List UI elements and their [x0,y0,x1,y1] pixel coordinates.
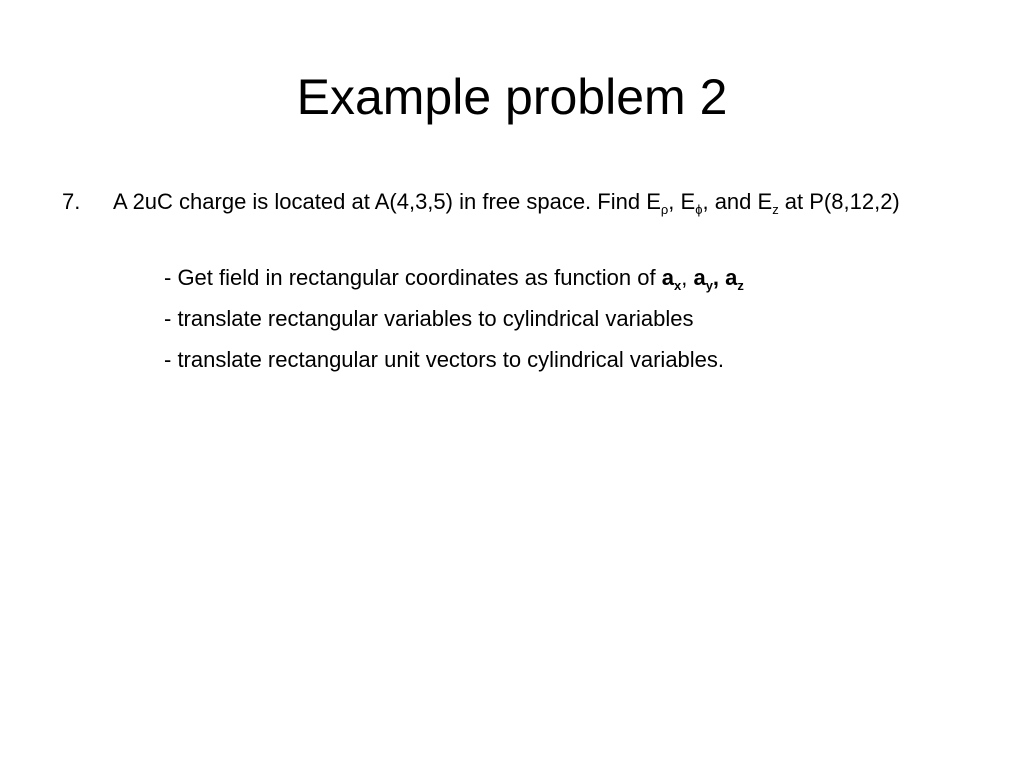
problem-text [113,186,903,218]
bullet-translate-variables: - translate rectangular variables to cylindrical variables [164,306,694,331]
problem-text-end: at P(8,12,2) [778,189,900,214]
subscript-phi: ϕ [695,202,703,217]
problem-number: 7. [62,189,81,214]
subscript-rho: ρ [660,202,669,217]
problem-text-start: A 2uC charge is located at A(4,3,5) in free space. Find E [113,189,661,214]
slide-title: Example problem 2 [296,69,728,125]
bullet-1-comma-1: , [681,265,694,290]
problem-sep-1: , E [668,189,696,214]
unit-vector-az: $a_z$ [725,265,744,293]
bullet-translate-unit-vectors: - translate rectangular unit vectors to cylindrical variables. [164,347,725,372]
subscript-z: z [772,202,779,217]
bullet-1-comma-2: , [712,265,726,290]
unit-vector-ax: $a_x$ [661,265,682,293]
bullet-1-text: - Get field in rectangular coordinates as function of [164,265,662,290]
problem-statement [62,186,962,218]
bullet-rectangular-field [164,262,744,294]
unit-vector-ay: $a_y$ [693,265,713,293]
problem-sep-2: , and E [702,189,773,214]
